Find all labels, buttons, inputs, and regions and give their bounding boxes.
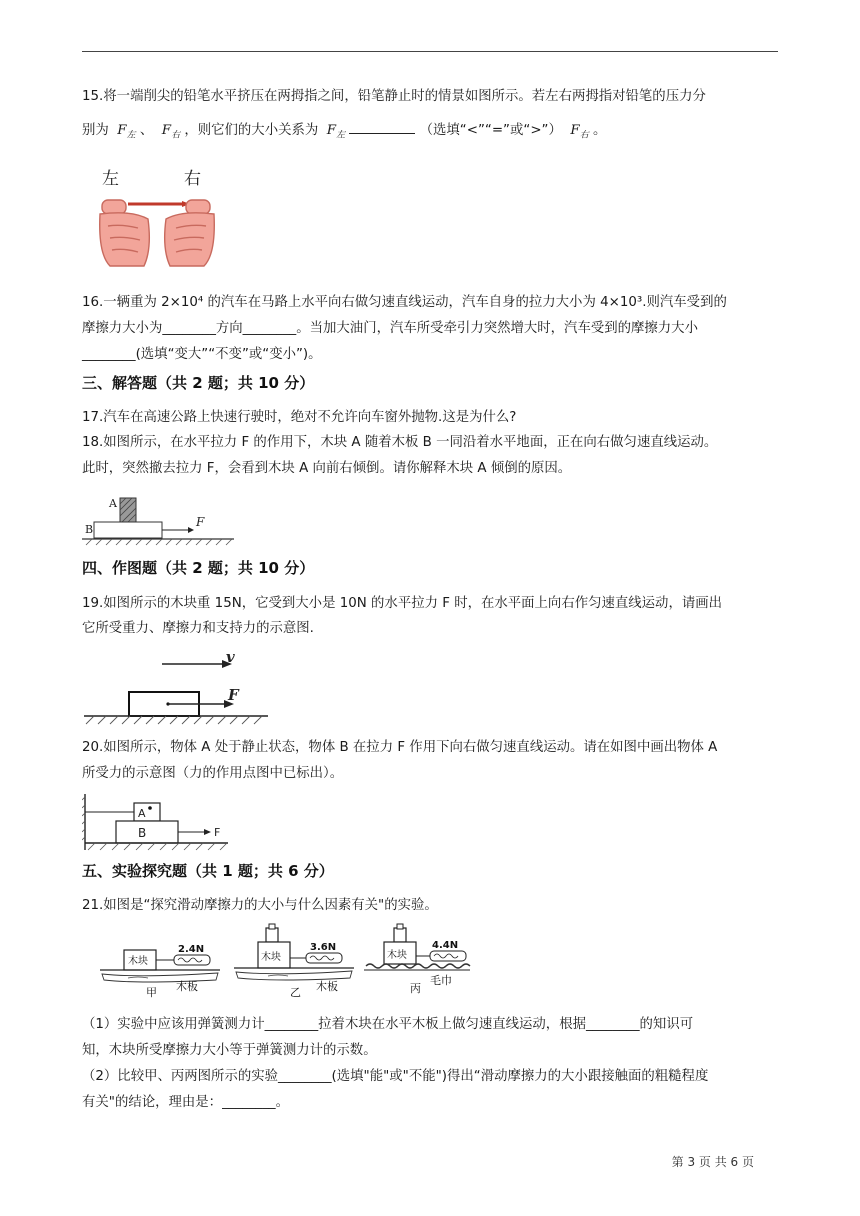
- svg-text:F: F: [196, 515, 205, 529]
- svg-text:木块: 木块: [387, 950, 407, 961]
- block-on-board-figure: [82, 494, 242, 548]
- q20-line2: 所受力的示意图（力的作用点图中已标出）。: [82, 766, 344, 781]
- q16-line3: ________(选填“变大”“不变”或“变小”)。: [82, 347, 322, 362]
- panel-bing: [364, 924, 470, 995]
- svg-text:木块: 木块: [261, 952, 281, 963]
- svg-text:A: A: [138, 807, 146, 820]
- q21-sub2-line1: （2）比较甲、丙两图所示的实验________(选填"能"或"不能")得出“滑动摩擦力的大小跟接触面的粗糙程度: [82, 1069, 709, 1084]
- panel-jia: [100, 944, 220, 999]
- svg-text:v: v: [226, 650, 235, 666]
- svg-text:木块: 木块: [128, 956, 148, 967]
- panel-yi: [234, 924, 354, 999]
- fig-right-label: 右: [184, 169, 201, 189]
- svg-text:B: B: [138, 826, 147, 840]
- header-rule: [82, 51, 778, 52]
- moving-block-figure: [82, 650, 272, 726]
- q19-line2: 它所受重力、摩擦力和支持力的示意图.: [82, 621, 314, 636]
- svg-text:2.4N: 2.4N: [178, 944, 205, 955]
- q21-line1: 21.如图是“探究滑动摩擦力的大小与什么因素有关"的实验。: [82, 898, 438, 913]
- q17-text: 17.汽车在高速公路上快速行驶时，绝对不允许向车窗外抛物.这是为什么?: [82, 410, 517, 425]
- friction-experiment-figure: [98, 918, 478, 1010]
- section-heading-5: 五、实验探究题（共 1 题；共 6 分）: [82, 862, 334, 880]
- svg-text:F: F: [228, 686, 239, 704]
- q20-line1: 20.如图所示，物体 A 处于静止状态，物体 B 在拉力 F 作用下向右做匀速直线运动。请在如图中画出物体 A: [82, 740, 718, 755]
- svg-text:木板: 木板: [176, 980, 198, 993]
- svg-text:毛巾: 毛巾: [430, 974, 452, 987]
- svg-text:4.4N: 4.4N: [432, 940, 459, 951]
- page-footer: 第 3 页 共 6 页: [671, 1155, 754, 1169]
- q18-line2: 此时，突然撤去拉力 F，会看到木块 A 向前右倾倒。请你解释木块 A 倾倒的原因。: [82, 461, 572, 476]
- svg-text:F: F: [214, 826, 221, 839]
- svg-text:3.6N: 3.6N: [310, 942, 337, 953]
- svg-text:B: B: [85, 523, 94, 536]
- q19-line1: 19.如图所示的木块重 15N，它受到大小是 10N 的水平拉力 F 时，在水平面上向右作匀速直线运动，请画出: [82, 596, 723, 611]
- thumbs-pencil-figure: [92, 164, 222, 272]
- answer-blank[interactable]: [349, 119, 415, 134]
- board-b: [94, 522, 162, 538]
- q15-line1: 15.将一端削尖的铅笔水平挤压在两拇指之间，铅笔静止时的情景如图所示。若左右两拇指对铅笔的压力分: [82, 89, 706, 104]
- svg-text:甲: 甲: [146, 986, 157, 999]
- section-heading-4: 四、作图题（共 2 题；共 10 分）: [82, 559, 315, 577]
- fig-left-label: 左: [102, 169, 119, 189]
- q16-line1: 16.一辆重为 2×10⁴ 的汽车在马路上水平向右做匀速直线运动，汽车自身的拉力大小为 4×10³.则汽车受到的: [82, 295, 727, 310]
- q18-line1: 18.如图所示，在水平拉力 F 的作用下，木块 A 随着木板 B 一同沿着水平地面，正在向右做匀速直线运动。: [82, 435, 718, 450]
- svg-text:丙: 丙: [410, 982, 421, 995]
- q21-sub1-line1: （1）实验中应该用弹簧测力计________拉着木块在水平木板上做匀速直线运动，根据________的知识可: [82, 1017, 694, 1032]
- svg-text:A: A: [109, 497, 117, 510]
- q16-line2: 摩擦力大小为________方向________。当加大油门，汽车所受牵引力突然增大时，汽车受到的摩擦力大小: [82, 321, 698, 336]
- q21-sub1-line2: 知，木块所受摩擦力大小等于弹簧测力计的示数。: [82, 1043, 377, 1058]
- section-heading-3: 三、解答题（共 2 题；共 10 分）: [82, 374, 315, 392]
- svg-text:木板: 木板: [316, 980, 338, 993]
- q21-sub2-line2: 有关"的结论，理由是：________。: [82, 1095, 290, 1110]
- right-hand: [165, 200, 215, 266]
- object-b: [116, 821, 178, 843]
- q15-line2: 别为 $F_左$ 、 $F_右$ ，则它们的大小关系为 $F_左$ （选填“<”“=”或“>”） $F_右$ 。: [82, 119, 780, 147]
- wall-tied-block-figure: [82, 792, 232, 854]
- svg-text:乙: 乙: [290, 986, 301, 999]
- left-hand: [100, 200, 150, 266]
